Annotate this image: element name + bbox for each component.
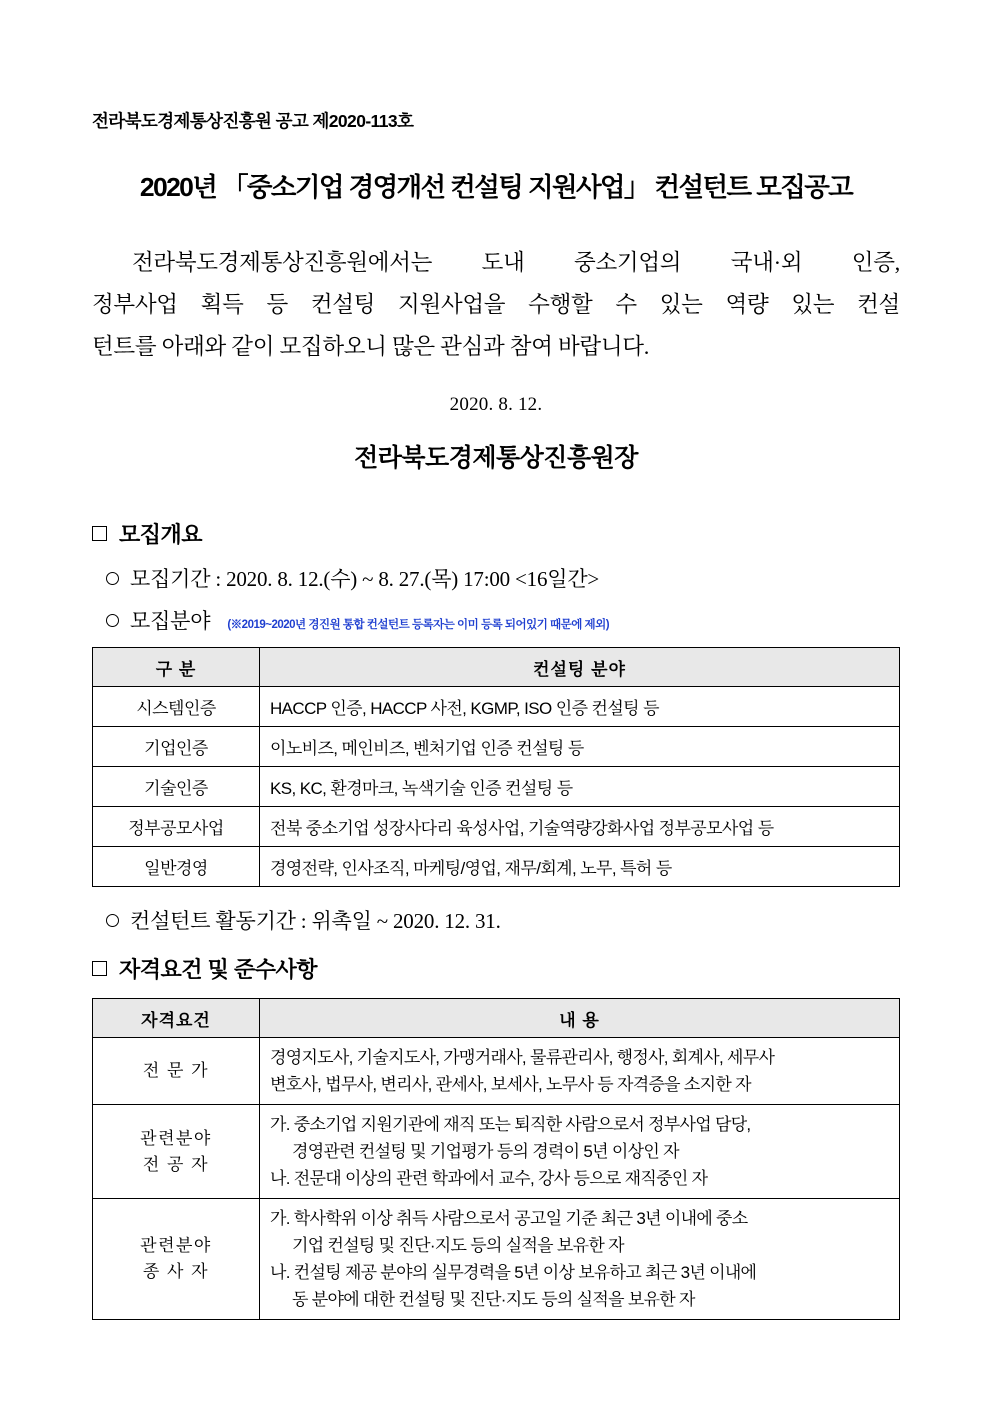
doc-number: 전라북도경제통상진흥원 공고 제2020-113호 bbox=[92, 111, 414, 131]
cell-category: 정부공모사업 bbox=[93, 807, 260, 847]
circle-bullet-icon bbox=[106, 914, 119, 927]
content-line: 동 분야에 대한 컨설팅 및 진단·지도 등의 실적을 보유한 자 bbox=[292, 1290, 695, 1309]
column-header-consulting-field: 컨설팅 분야 bbox=[260, 648, 900, 687]
square-bullet-icon bbox=[92, 526, 107, 541]
table-row bbox=[93, 807, 900, 847]
column-header-content: 내 용 bbox=[260, 999, 900, 1038]
content-line: 가. 학사학위 이상 취득 사람으로서 공고일 기준 최근 3년 이내에 중소 bbox=[270, 1209, 748, 1228]
content-line: 나. 컨설팅 제공 분야의 실무경력을 5년 이상 보유하고 최근 3년 이내에 bbox=[270, 1263, 757, 1282]
section-heading-recruitment-overview bbox=[92, 518, 900, 549]
recruitment-period-row bbox=[92, 563, 900, 593]
activity-period-text: 컨설턴트 활동기간 : 위촉일 ~ 2020. 12. 31. bbox=[130, 909, 501, 933]
table-row bbox=[93, 1199, 900, 1320]
table-row bbox=[93, 687, 900, 727]
announcement-date: 2020. 8. 12. bbox=[449, 394, 543, 415]
cell-content-practitioner bbox=[260, 1199, 900, 1320]
column-header-qualification: 자격요건 bbox=[93, 999, 260, 1038]
content-line: 경영지도사, 기술지도사, 가맹거래사, 물류관리사, 행정사, 회계사, 세무사 bbox=[270, 1048, 775, 1067]
cell-qualification-practitioner: 관련분야 종 사 자 bbox=[93, 1199, 260, 1320]
cell-consulting-field: 전북 중소기업 성장사다리 육성사업, 기술역량강화사업 정부공모사업 등 bbox=[260, 807, 900, 847]
content-line: 경영관련 컨설팅 및 기업평가 등의 경력이 5년 이상인 자 bbox=[292, 1142, 679, 1161]
cell-consulting-field: 이노비즈, 메인비즈, 벤처기업 인증 컨설팅 등 bbox=[260, 727, 900, 767]
cell-consulting-field: 경영전략, 인사조직, 마케팅/영업, 재무/회계, 노무, 특허 등 bbox=[260, 847, 900, 887]
cell-category: 기술인증 bbox=[93, 767, 260, 807]
page-title: 2020년 「중소기업 경영개선 컨설팅 지원사업」 컨설턴트 모집공고 bbox=[139, 172, 853, 202]
issuing-organization: 전라북도경제통상진흥원장 bbox=[354, 444, 638, 472]
table-row bbox=[93, 727, 900, 767]
square-bullet-icon bbox=[92, 961, 107, 976]
cell-content-major bbox=[260, 1105, 900, 1199]
content-line: 기업 컨설팅 및 진단·지도 등의 실적을 보유한 자 bbox=[292, 1236, 624, 1255]
table-header-row bbox=[93, 999, 900, 1038]
intro-paragraph-line-2: 정부사업 획득 등 컨설팅 지원사업을 수행할 수 있는 역량 있는 컨설 bbox=[92, 292, 900, 317]
content-line: 나. 전문대 이상의 관련 학과에서 교수, 강사 등으로 재직중인 자 bbox=[270, 1169, 708, 1188]
table-row bbox=[93, 1038, 900, 1105]
recruitment-field-label: 모집분야 bbox=[130, 609, 211, 633]
consulting-fields-table bbox=[92, 647, 900, 887]
circle-bullet-icon bbox=[106, 572, 119, 585]
table-header-row bbox=[93, 648, 900, 687]
section-heading-text: 자격요건 및 준수사항 bbox=[119, 957, 317, 982]
table-row bbox=[93, 1105, 900, 1199]
circle-bullet-icon bbox=[106, 614, 119, 627]
cell-consulting-field: KS, KC, 환경마크, 녹색기술 인증 컨설팅 등 bbox=[260, 767, 900, 807]
recruitment-field-row bbox=[92, 605, 900, 635]
recruitment-period-text: 모집기간 : 2020. 8. 12.(수) ~ 8. 27.(목) 17:00 <16일간> bbox=[130, 567, 600, 591]
activity-period-row bbox=[92, 905, 900, 935]
column-header-category: 구 분 bbox=[93, 648, 260, 687]
qualifications-table bbox=[92, 998, 900, 1320]
content-line: 가. 중소기업 지원기관에 재직 또는 퇴직한 사람으로서 정부사업 담당, bbox=[270, 1115, 751, 1134]
cell-qualification-expert: 전 문 가 bbox=[93, 1038, 260, 1105]
cell-category: 일반경영 bbox=[93, 847, 260, 887]
table-row bbox=[93, 767, 900, 807]
cell-category: 기업인증 bbox=[93, 727, 260, 767]
cell-content-expert bbox=[260, 1038, 900, 1105]
recruitment-field-note: (※2019~2020년 경진원 통합 컨설턴트 등록자는 이미 등록 되어있기 때문에 제외) bbox=[227, 619, 610, 631]
intro-paragraph-line-1: 전라북도경제통상진흥원에서는 도내 중소기업의 국내·외 인증, bbox=[132, 250, 900, 275]
section-heading-text: 모집개요 bbox=[119, 522, 203, 547]
content-line: 변호사, 법무사, 변리사, 관세사, 보세사, 노무사 등 자격증을 소지한 자 bbox=[270, 1075, 751, 1094]
cell-consulting-field: HACCP 인증, HACCP 사전, KGMP, ISO 인증 컨설팅 등 bbox=[260, 687, 900, 727]
cell-qualification-major: 관련분야 전 공 자 bbox=[93, 1105, 260, 1199]
table-row bbox=[93, 847, 900, 887]
section-heading-qualifications bbox=[92, 953, 900, 984]
cell-category: 시스템인증 bbox=[93, 687, 260, 727]
intro-paragraph-line-3: 턴트를 아래와 같이 모집하오니 많은 관심과 참여 바랍니다. bbox=[92, 334, 650, 359]
